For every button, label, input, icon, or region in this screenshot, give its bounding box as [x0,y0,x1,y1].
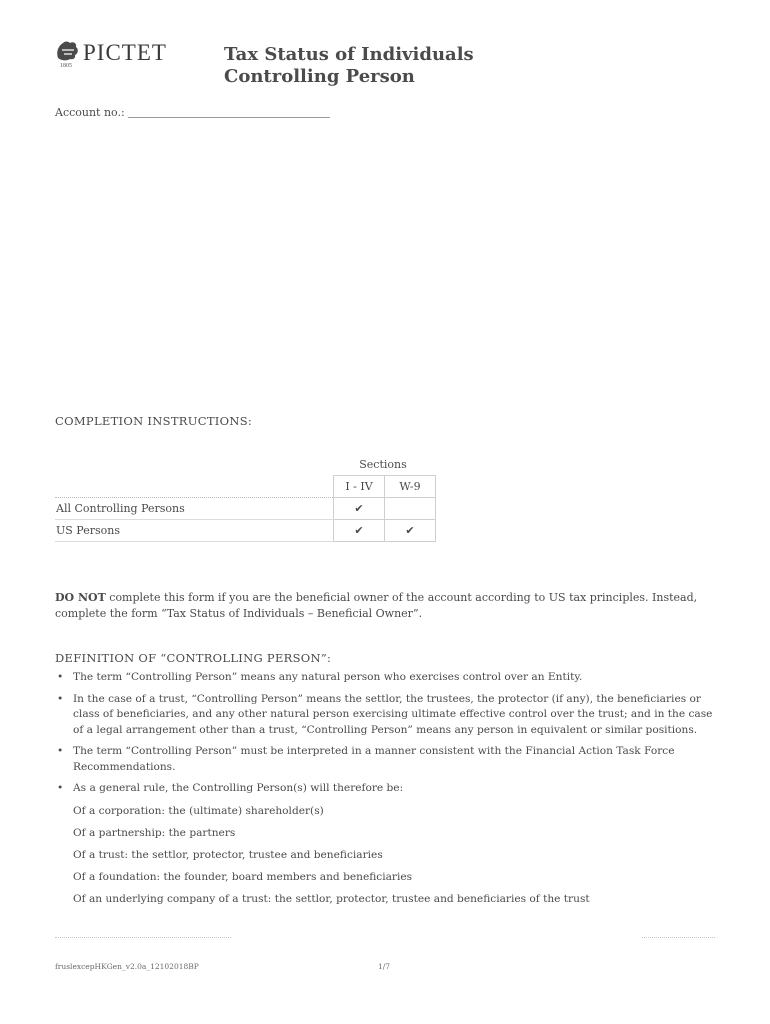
checkmark-cell: ✔ [334,498,385,520]
bullet-text: The term “Controlling Person” must be interpreted in a manner consistent with the Financial Action Task Force Recommendations. [73,745,675,773]
column-header: W-9 [385,476,436,498]
pictet-logo [54,38,194,74]
checkmark-cell: ✔ [334,520,385,542]
checkmark-cell [385,498,436,520]
bullet-icon: • [57,745,64,757]
row-label: All Controlling Persons [55,498,334,520]
logo-year: 1805 [60,63,72,69]
crest-icon [54,38,82,64]
title-line-2: Controlling Person [224,66,415,87]
sub-item: Of a partnership: the partners [73,826,236,839]
bullet-text: In the case of a trust, “Controlling Person” means the settlor, the trustees, the protector (if any), the beneficiaries or class of beneficiaries, and any other natural person exercising ultimate effective control over the trust; and in the case of a legal arrangement other than a trust, “Controlling Person” means any person in equivalent or similar positions. [73,692,713,736]
checkmark-cell: ✔ [385,520,436,542]
completion-instructions-heading: COMPLETION INSTRUCTIONS: [55,414,253,428]
notice-text: complete this form if you are the beneficial owner of the account according to US tax principles. Instead, complete the form “Tax Status of Individuals – Beneficial Owner”. [55,591,698,620]
document-code: fruslexcepHKGen_v2.0a_12102018BP [55,962,199,971]
column-header: I - IV [334,476,385,498]
page-number: 1/7 [378,962,391,971]
list-item [55,670,715,686]
list-item [55,744,715,775]
footer-divider-right [642,937,715,938]
bullet-text: As a general rule, the Controlling Person(s) will therefore be: [73,782,404,794]
do-not-notice [55,590,715,622]
sub-item: Of an underlying company of a trust: the settlor, protector, trustee and beneficiaries of the trust [73,892,590,905]
sub-item: Of a trust: the settlor, protector, trustee and beneficiaries [73,848,383,861]
notice-emphasis: DO NOT [55,591,106,604]
bullet-icon: • [57,692,64,705]
controlling-person-examples [73,803,715,907]
bullet-text: The term “Controlling Person” means any natural person who exercises control over an Entity. [73,671,583,683]
sub-item: Of a foundation: the founder, board members and beneficiaries [73,870,413,883]
footer-divider-left [55,937,231,938]
table-row [55,520,436,542]
account-number-field[interactable] [128,117,330,118]
definition-heading: DEFINITION OF “CONTROLLING PERSON”: [55,651,332,665]
definition-list [55,670,715,913]
sub-item: Of a corporation: the (ultimate) shareholder(s) [73,804,324,817]
title-line-1: Tax Status of Individuals [224,44,474,65]
list-item [55,781,715,907]
bullet-icon: • [57,782,64,794]
logo-wordmark: PICTET [83,40,167,65]
bullet-icon: • [57,671,64,683]
account-number-label: Account no.: [55,106,125,119]
table-row [55,498,436,520]
row-label: US Persons [55,520,334,542]
sections-label: Sections [359,458,407,471]
table-header-row [55,476,436,498]
sections-table [55,475,436,542]
list-item [55,692,715,739]
page-title [224,44,474,88]
